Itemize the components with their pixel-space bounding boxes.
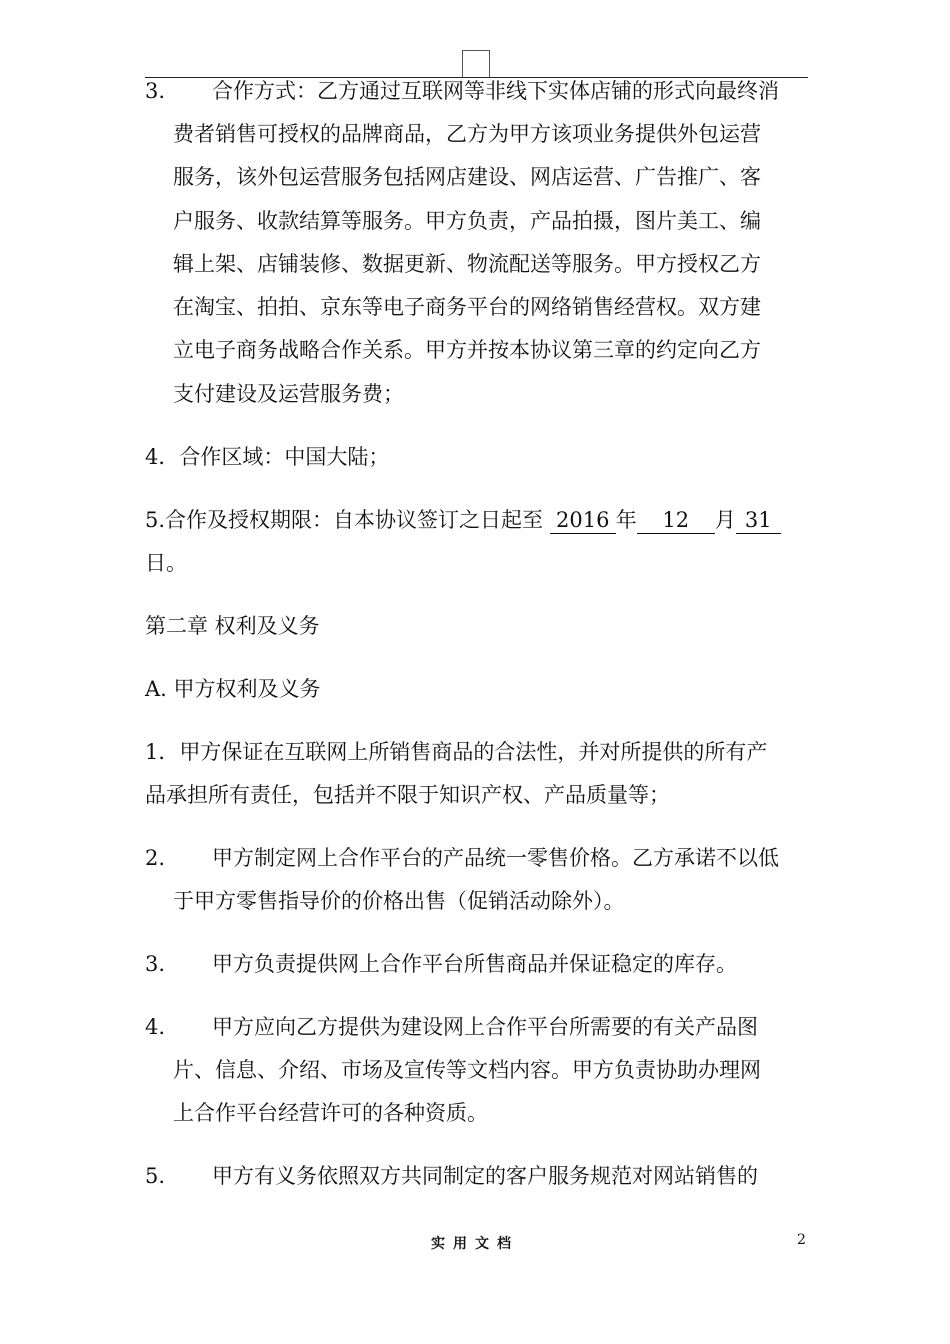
item5-line-1: 5. 甲方有义务依照双方共同制定的客户服务规范对网站销售的 [145,1164,758,1188]
item4-line-1: 4. 甲方应向乙方提供为建设网上合作平台所需要的有关产品图 [145,1015,758,1039]
section3-line-3: 服务，该外包运营服务包括网店建设、网店运营、广告推广、客 [173,165,761,189]
footer-title: 实用文档 [431,1236,519,1252]
chapter-title: 第二章 权利及义务 [145,614,320,638]
item4-line-3: 上合作平台经营许可的各种资质。 [173,1101,488,1125]
year-field: 2016 [550,507,616,534]
section3-number: 3. [145,79,166,103]
section3-line-8: 支付建设及运营服务费； [173,382,404,406]
section3-line-5: 辑上架、店铺装修、数据更新、物流配送等服务。甲方授权乙方 [173,252,761,276]
section5-prefix: 5.合作及授权期限：自本协议签订之日起至 [145,508,544,532]
item2-line-1: 2. 甲方制定网上合作平台的产品统一零售价格。乙方承诺不以低 [145,846,779,870]
item2-line-2: 于甲方零售指导价的价格出售（促销活动除外）。 [173,889,625,913]
section3-line-7: 立电子商务战略合作关系。甲方并按本协议第三章的约定向乙方 [173,338,761,362]
item1-line-1: 1．甲方保证在互联网上所销售商品的合法性，并对所提供的所有产 [145,740,768,764]
item3-line-1: 3. 甲方负责提供网上合作平台所售商品并保证稳定的库存。 [145,952,737,976]
item4-number: 4. [145,1015,166,1039]
day-field: 31 [736,507,781,534]
item3-number: 3. [145,952,166,976]
item4-line-2: 片、信息、介绍、市场及宣传等文档内容。甲方负责协助办理网 [173,1058,761,1082]
section3-line-4: 户服务、收款结算等服务。甲方负责，产品拍摄，图片美工、编 [173,209,761,233]
part-a-title: A. 甲方权利及义务 [145,677,321,701]
page-number: 2 [797,1232,806,1248]
section3-line-1: 3. 合作方式：乙方通过互联网等非线下实体店铺的形式向最终消 [145,79,779,103]
section5-line-2: 日。 [145,551,187,575]
item2-number: 2. [145,846,166,870]
item1-line-2: 品承担所有责任，包括并不限于知识产权、产品质量等； [145,783,670,807]
section4: 4．合作区域：中国大陆； [145,445,390,469]
section3-line-2: 费者销售可授权的品牌商品，乙方为甲方该项业务提供外包运营 [173,122,761,146]
item5-number: 5. [145,1164,166,1188]
month-field: 12 [637,507,715,534]
header-box [462,50,490,78]
section5-line-1: 5.合作及授权期限：自本协议签订之日起至 2016 年 12 月 31 [145,506,781,534]
section3-line-6: 在淘宝、拍拍、京东等电子商务平台的网络销售经营权。双方建 [173,295,761,319]
